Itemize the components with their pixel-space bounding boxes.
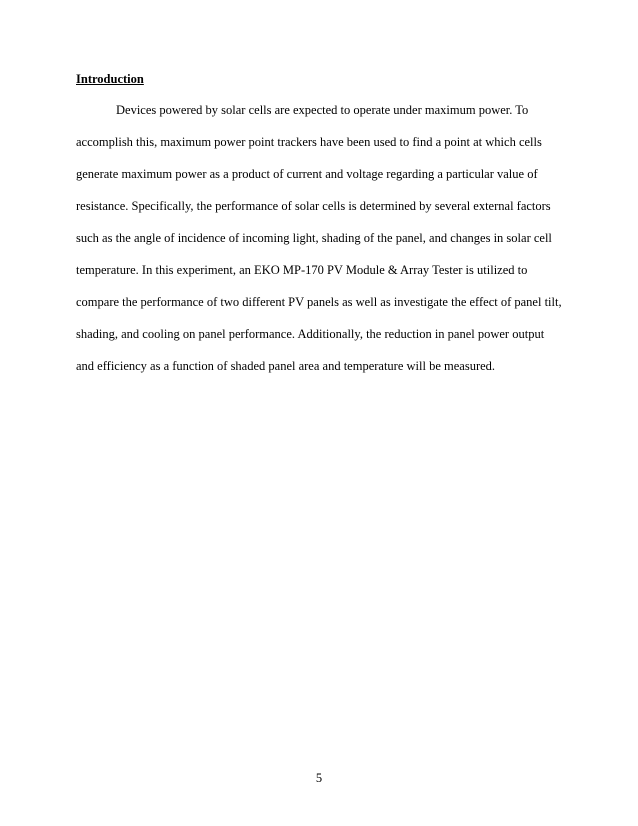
paragraph-line: temperature. In this experiment, an EKO MP-170 PV Module & Array Tester is utilized to bbox=[76, 263, 528, 277]
paragraph-line: shading, and cooling on panel performance. Additionally, the reduction in panel power output bbox=[76, 327, 545, 341]
paragraph-line: accomplish this, maximum power point trackers have been used to find a point at which cells bbox=[76, 135, 542, 149]
paragraph-line: compare the performance of two different PV panels as well as investigate the effect of panel tilt, bbox=[76, 295, 562, 309]
paragraph-line: Devices powered by solar cells are expected to operate under maximum power. To bbox=[116, 103, 529, 117]
section-heading: Introduction bbox=[76, 72, 144, 86]
paragraph-line: such as the angle of incidence of incoming light, shading of the panel, and changes in solar cell bbox=[76, 231, 552, 245]
paragraph-line: and efficiency as a function of shaded panel area and temperature will be measured. bbox=[76, 359, 496, 373]
paragraph-line: resistance. Specifically, the performance of solar cells is determined by several external factors bbox=[76, 199, 551, 213]
paragraph-line: generate maximum power as a product of current and voltage regarding a particular value of bbox=[76, 167, 538, 181]
page-number: 5 bbox=[315, 771, 323, 785]
